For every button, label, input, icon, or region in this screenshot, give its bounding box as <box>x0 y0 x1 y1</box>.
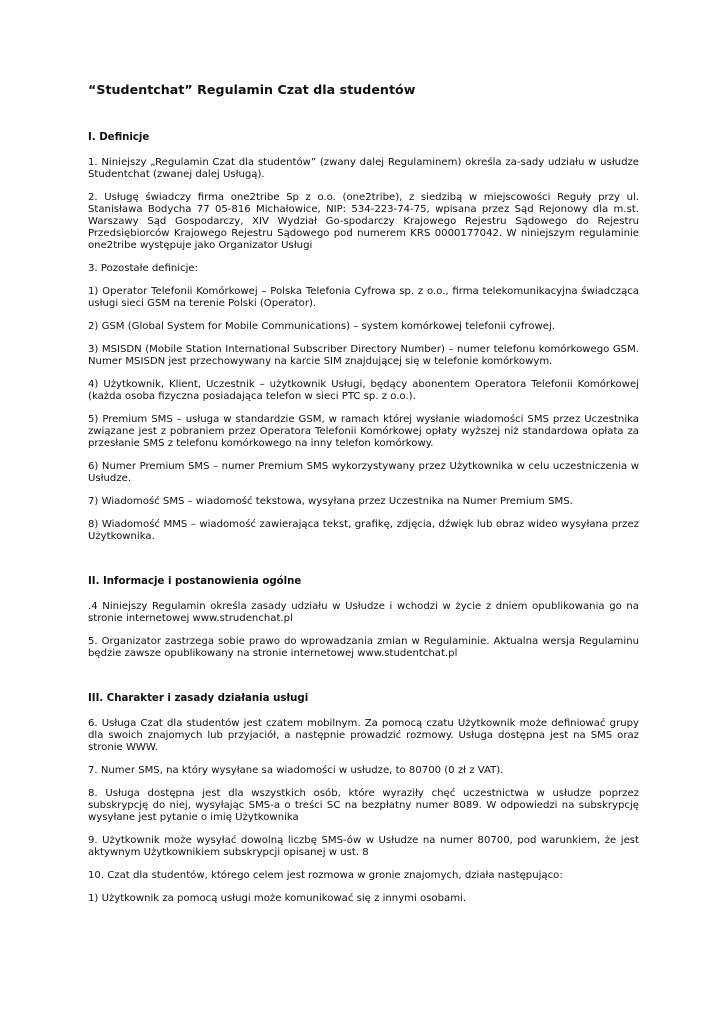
paragraph: 7. Numer SMS, na który wysyłane sa wiadomości w usłudze, to 80700 (0 zł z VAT). <box>88 765 504 776</box>
paragraph: 7) Wiadomość SMS – wiadomość tekstowa, wysyłana przez Uczestnika na Numer Premium SMS. <box>88 496 573 507</box>
paragraph: 5. Organizator zastrzega sobie prawo do wprowadzania zmian w Regulaminie. Aktualna wersja Regulaminu będzie zawsze opublikowany na stronie internetowej www.studentchat.pl <box>88 636 639 659</box>
document-page <box>88 82 639 916</box>
section-heading: I. Definicje <box>88 132 150 143</box>
paragraph: 3) MSISDN (Mobile Station International Subscriber Directory Number) – numer telefonu komórkowego GSM. Numer MSISDN jest przechowywany na karcie SIM znajdującej się w telefonie komórkowym. <box>88 344 639 367</box>
paragraph: 1. Niniejszy „Regulamin Czat dla studentów” (zwany dalej Regulaminem) określa za-sady udziału w usłudze Studentchat (zwanej dalej Usługą). <box>88 157 639 180</box>
section-spacer <box>88 554 639 576</box>
document-title: “Studentchat” Regulamin Czat dla studentów <box>88 82 416 97</box>
section-heading: III. Charakter i zasady działania usługi <box>88 693 309 704</box>
paragraph: 1) Operator Telefonii Komórkowej – Polska Telefonia Cyfrowa sp. z o.o., firma telekomunikacyjna świadcząca usługi sieci GSM na terenie Polski (Operator). <box>88 286 639 309</box>
section-heading: II. Informacje i postanowienia ogólne <box>88 576 302 587</box>
paragraph: 10. Czat dla studentów, którego celem jest rozmowa w gronie znajomych, działa następująco: <box>88 870 563 881</box>
paragraph: .4 Niniejszy Regulamin określa zasady udziału w Usłudze i wchodzi w życie z dniem opublikowania go na stronie internetowej www.strudenchat.pl <box>88 601 639 624</box>
paragraph: 1) Użytkownik za pomocą usługi może komunikować się z innymi osobami. <box>88 893 467 904</box>
paragraph: 9. Użytkownik może wysyłać dowolną liczbę SMS-ów w Usłudze na numer 80700, pod warunkiem, że jest aktywnym Użytkownikiem subskrypcji opisanej w ust. 8 <box>88 835 639 858</box>
paragraph: 8) Wiadomość MMS – wiadomość zawierająca tekst, grafikę, zdjęcia, dźwięk lub obraz wideo wysyłana przez Użytkownika. <box>88 519 639 542</box>
paragraph: 8. Usługa dostępna jest dla wszystkich osób, które wyraziły chęć uczestnictwa w usłudze poprzez subskrypcję do niej, wysyłając SMS-a o treści SC na bezpłatny numer 8089. W odpowiedzi na subskrypcję wysyłane jest pytanie o imię Użytkownika <box>88 788 639 823</box>
paragraph: 5) Premium SMS – usługa w standardzie GSM, w ramach której wysłanie wiadomości SMS przez Uczestnika związane jest z pobraniem przez Operatora Telefonii Komórkowej opłaty wyższej niż standardowa opłata za przesłanie SMS z telefonu komórkowego na inny telefon komórkowy. <box>88 414 639 449</box>
paragraph: 3. Pozostałe definicje: <box>88 263 199 274</box>
section-spacer <box>88 671 639 693</box>
paragraph: 2. Usługę świadczy firma one2tribe Sp z o.o. (one2tribe), z siedzibą w miejscowości Reguły przy ul. Stanisława Bodycha 77 05-816 Michałowice, NIP: 534-223-74-75, wpisana przez Sąd Rejonowy dla m.st. Warszawy Sąd Gospodarczy, XIV Wydział Go-spodarczy Krajowego Rejestru Sądowego do Rejestru Przedsiębiorców Krajowego Rejestru Sądowego pod numerem KRS 0000177042. W niniejszym regulaminie one2tribe występuje jako Organizator Usługi <box>88 192 639 251</box>
paragraph: 6) Numer Premium SMS – numer Premium SMS wykorzystywany przez Użytkownika w celu uczestniczenia w Usłudze. <box>88 461 639 484</box>
paragraph: 6. Usługa Czat dla studentów jest czatem mobilnym. Za pomocą czatu Użytkownik może definiować grupy dla swoich znajomych lub przyjaciół, a następnie prowadzić rozmowy. Usługa dostępna jest na SMS oraz stronie WWW. <box>88 718 639 753</box>
paragraph: 2) GSM (Global System for Mobile Communications) – system komórkowej telefonii cyfrowej. <box>88 321 555 332</box>
paragraph: 4) Użytkownik, Klient, Uczestnik – użytkownik Usługi, będący abonentem Operatora Telefonii Komórkowej (każda osoba fizyczna posiadająca telefon w sieci PTC sp. z o.o.). <box>88 379 639 402</box>
